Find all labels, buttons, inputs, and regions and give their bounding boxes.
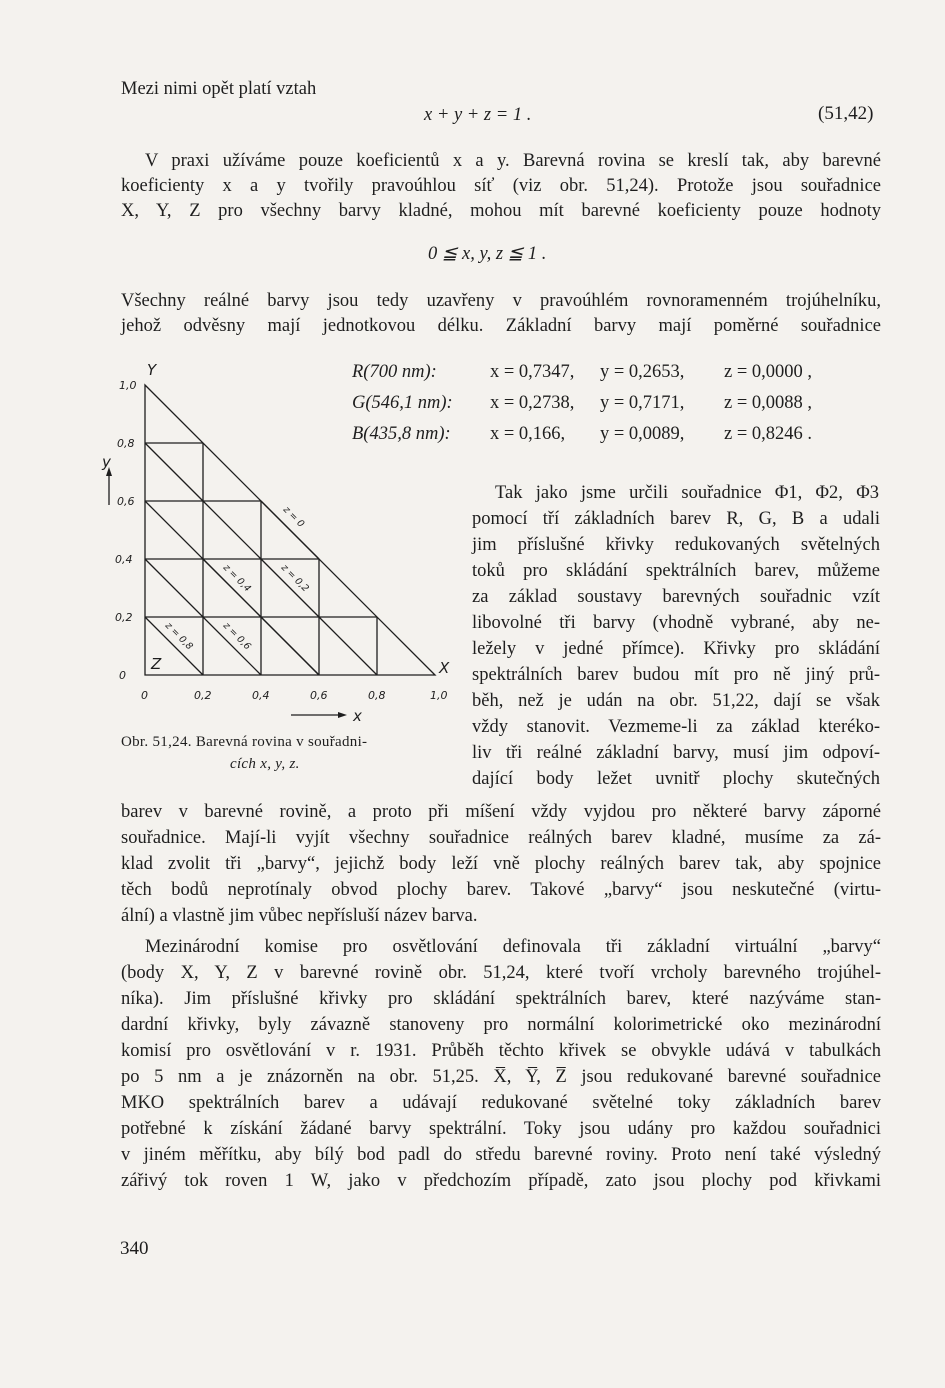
text-line: souřadnice. Mají-li vyjít všechny souřadnice reálných barev kladné, musíme za zá- xyxy=(121,828,881,848)
y-tick-1-0: 1,0 xyxy=(119,379,137,392)
text-line: spektrálních barev budou mít pro ně jiný prů- xyxy=(472,665,880,685)
x-axis-label: x xyxy=(353,707,362,725)
text-line: V praxi užíváme pouze koeficientů x a y. Barevná rovina se kreslí tak, aby barevné xyxy=(145,151,881,171)
primary-row-g: G(546,1 nm): x = 0,2738, y = 0,7171, z = 0,0088 , xyxy=(352,393,813,413)
y-tick-0-6: 0,6 xyxy=(117,495,135,508)
equation-number: (51,42) xyxy=(818,103,874,124)
text-line: ální) a vlastně jim vůbec nepřísluší název barva. xyxy=(121,906,478,926)
figure-caption-line-1: Obr. 51,24. Barevná rovina v souřadni- xyxy=(121,734,368,750)
grid-line-d xyxy=(145,443,203,501)
grid-line-d xyxy=(203,501,261,559)
z-label-0-2: z = 0,2 xyxy=(278,562,311,595)
text-line: liv tři reálné základní barvy, musí jim odpoví- xyxy=(472,743,880,763)
x-tick-0-6: 0,6 xyxy=(310,689,328,702)
text-line: potřebné k získání žádané barvy spektrální. Toky jsou udány pro každou souřadnici xyxy=(121,1119,881,1139)
y-tick-0-4: 0,4 xyxy=(115,553,133,566)
z-label-0-8: z = 0,8 xyxy=(162,620,195,653)
x-tick-0-8: 0,8 xyxy=(368,689,386,702)
text-line: Tak jako jsme určili souřadnice Φ1, Φ2, Φ3 xyxy=(495,483,879,503)
text-line: klad zvolit tři „barvy“, jejichž body leží vně plochy reálných barev tak, aby spojnice xyxy=(121,854,881,874)
inequality: 0 ≦ x, y, z ≦ 1 . xyxy=(428,244,547,264)
page-number: 340 xyxy=(120,1238,149,1259)
text-line: MKO spektrálních barev a udávají redukované světelné toky základních barev xyxy=(121,1093,881,1113)
primary-row-b: B(435,8 nm): x = 0,166, y = 0,0089, z = 0,8246 . xyxy=(352,424,813,444)
text-line: ležely v jedné přímce). Křivky pro skládání xyxy=(472,639,880,659)
z-label-0: z = 0 xyxy=(280,504,307,530)
text-line: jehož odvěsny mají jednotkovou délku. Základní barvy mají poměrné souřadnice xyxy=(121,316,881,336)
intro-line: Mezi nimi opět platí vztah xyxy=(121,79,317,99)
primary-row-r: R(700 nm): x = 0,7347, y = 0,2653, z = 0,0000 , xyxy=(352,362,813,382)
text-line: komisí pro osvětlování v r. 1931. Průběh těchto křivek se obvykle udává v tabulkách xyxy=(121,1041,881,1061)
x-tick-1-0: 1,0 xyxy=(430,689,448,702)
z-label-0-6: z = 0,6 xyxy=(220,620,253,653)
grid-line-d xyxy=(319,617,377,675)
text-line: po 5 nm a je znázorněn na obr. 51,25. X̅, Y̅, Z̅ jsou redukované barevné souřadnice xyxy=(121,1067,881,1087)
text-line: Všechny reálné barvy jsou tedy uzavřeny v pravoúhlém rovnoramenném trojúhelníku, xyxy=(121,291,881,311)
y-tick-0: 0 xyxy=(119,669,126,682)
text-line: v jiném měřítku, aby bílý bod padl do středu barevné roviny. Proto není také výsledný xyxy=(121,1145,881,1165)
text-line: zářivý tok roven 1 W, jako v předchozím případě, zato jsou plochy pod křivkami xyxy=(121,1171,881,1191)
text-line: vždy stanovit. Vezmeme-li za základ kteréko- xyxy=(472,717,880,737)
y-tick-0-8: 0,8 xyxy=(117,437,135,450)
text-line: Mezinárodní komise pro osvětlování definovala tři základní virtuální „barvy“ xyxy=(145,937,881,957)
y-axis-label: y xyxy=(102,453,111,471)
text-line: dající body ležet uvnitř plochy skutečných xyxy=(472,769,880,789)
equation-51-42: x + y + z = 1 . xyxy=(424,105,532,125)
text-line: libovolné tři barvy (vhodně vybrané, aby ne- xyxy=(472,613,880,633)
text-line: běh, než je udán na obr. 51,22, dají se však xyxy=(472,691,880,711)
vertex-x-label: X xyxy=(439,659,450,677)
text-line: (body X, Y, Z v barevné rovině obr. 51,24, které tvoří vrcholy barevného trojúhel- xyxy=(121,963,881,983)
y-tick-labels xyxy=(115,379,137,682)
x-tick-0-2: 0,2 xyxy=(194,689,212,702)
grid-line-d xyxy=(261,617,319,675)
z-label-0-4: z = 0,4 xyxy=(220,562,253,595)
text-line: jim příslušné křivky redukovaných světelných xyxy=(472,535,880,555)
x-tick-0: 0 xyxy=(141,689,148,702)
text-line: pomocí tří základních barev R, G, B a udali xyxy=(472,509,880,529)
text-line: koeficienty x a y tvořily pravoúhlou síť (viz obr. 51,24). Protože jsou souřadnice xyxy=(121,176,881,196)
figure-caption-line-2: cích x, y, z. xyxy=(230,756,300,772)
x-arrow-head xyxy=(338,712,347,718)
text-line: toků pro skládání spektrálních barev, můžeme xyxy=(472,561,880,581)
text-line: za základ soustavy barevných souřadnic vzít xyxy=(472,587,880,607)
vertex-y-label: Y xyxy=(147,361,157,379)
text-line: X, Y, Z pro všechny barvy kladné, mohou mít barevné koeficienty pouze hodnoty xyxy=(121,201,881,221)
text-line: dardní křivky, byly závazně stanoveny pro normální kolorimetrické oko mezinárodní xyxy=(121,1015,881,1035)
y-tick-0-2: 0,2 xyxy=(115,611,133,624)
x-tick-labels xyxy=(141,689,448,702)
text-line: barev v barevné rovině, a proto při míšení vždy vyjdou pro některé barvy záporné xyxy=(121,802,881,822)
figure-color-plane xyxy=(95,355,465,735)
vertex-z-label: Z xyxy=(151,655,162,673)
text-line: těch bodů neprotínaly obvod plochy barev. Takové „barvy“ jsou neskutečné (virtu- xyxy=(121,880,881,900)
text-line: níka). Jim příslušné křivky pro skládání spektrálních barev, které nazýváme stan- xyxy=(121,989,881,1009)
x-tick-0-4: 0,4 xyxy=(252,689,270,702)
